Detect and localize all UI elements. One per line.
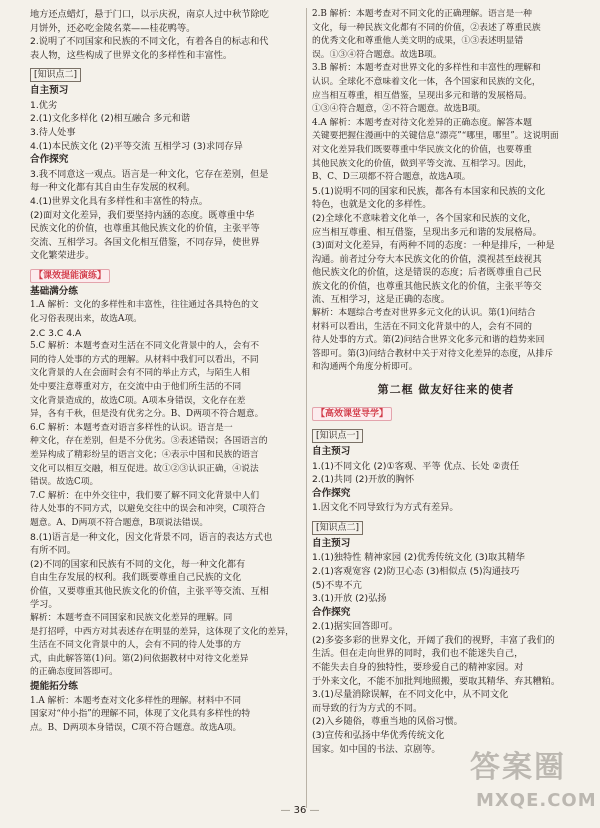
left-text-line: 3.我不同意这一观点。语言是一种文化，它存在差别，但是 [30,168,269,180]
left-explanation-line: 解析：本题考查不同国家和民族文化差异的理解。同 [30,613,233,624]
column-divider [306,8,307,808]
right-text-line: 2.(1)客观宽容 (2)防卫心态 (3)相似点 (5)沟通技巧 [312,565,520,577]
left-explanation-line: 是打招呼，中西方对其表述存在明显的差异，这体现了文化的差异， [30,626,294,637]
left-column [30,8,302,735]
left-text-line: 地方还点蜡灯，悬于门口，以示庆祝，南京人过中秋节除吃 [30,9,269,20]
right-text-line: (2)全球化不意味着文化单一，各个国家和民族的文化， [312,212,537,224]
left-text-line: 学习。 [30,599,58,611]
left-section-heading: 提能拓分练 [30,681,78,693]
left-text-line: (2)面对文化差异，我们要坚持内涵的态度。既尊重中华 [30,209,255,221]
right-explanation-line: 材料可以看出，生活在不同文化背景中的人，会有不同的 [312,321,532,332]
left-text-line: 2.C 3.C 4.A [30,327,82,339]
right-explanation-line: 误。①③④符合题意。故选B项。 [312,49,442,60]
left-explanation-line: 同的待人处事的方式的理解。从材料中我们可以看出，不同 [30,354,259,365]
left-text-line: 自由生存发展的权利。我们既要尊重自己民族的文化 [30,572,242,584]
right-explanation-line: 待人处事的方式。第(2)问结合世界文化多元和谐的趋势来回 [312,335,545,346]
left-explanation-line: 差异构成了精彩纷呈的语言文化；④表示中国和民族的语言 [30,449,259,460]
left-explanation-line: 点。B、D两项本身错误，C项不符合题意。故选A项。 [30,722,242,733]
watermark-bottom-text: MXQE.COM [476,790,597,811]
right-explanation-line: 应当相互尊重，相互借鉴，呈现出多元和谐的发展格局。 [312,90,532,101]
left-text-line: 2.说明了不同国家和民族的不同文化，有着各自的标志和代 [30,36,269,48]
left-explanation-line: 式，由此解答第(1)问。第(2)问依据教材中对待文化差异 [30,653,249,664]
right-section-heading: 合作探究 [312,606,351,618]
left-explanation-line: 国家对“仲小指”的理解不同，体现了文化具有多样性的特 [30,709,251,720]
left-text-line: 月饼外，还必吃金陵名菜——桂花鸭等。 [30,22,196,34]
left-explanation-line: 文化背景造成的，故选C项。A项本身错误，文化存在差 [30,395,246,406]
right-explanation-line: 答即可。第(3)问结合教材中关于对待文化差异的态度，从排斥 [312,348,554,359]
left-text-line: 3.待人处事 [30,127,76,139]
right-text-line: (3)面对文化差异，有两种不同的态度：一种是排斥，一种是 [312,240,555,252]
left-text-line: 8.(1)语言是一种文化，因文化背景不同，语言的表达方式也 [30,531,273,543]
right-explanation-line: 3.B 解析：本题考查对世界文化的多样性和丰富性的理解和 [312,63,541,74]
right-section-heading: 合作探究 [312,487,351,499]
right-text-line: 沟通。前者过分夸大本民族文化的价值，漠视甚至歧视其 [312,253,542,265]
left-explanation-line: 6.C 解析：本题考查对语言多样性的认识。语言是一 [30,422,233,433]
right-text-line: 他民族文化的价值，这是错误的态度；后者既尊重自己民 [312,267,542,279]
right-text-line: 不能失去自身的独特性，要珍爱自己的精神家园。对 [312,661,524,673]
left-explanation-line: 处中要注意尊重对方，在交流中由于他们所生活的不同 [30,381,242,392]
left-explanation-line: 生活在不同文化背景中的人，会有不同的待人处事的方 [30,640,242,651]
left-section-heading: 合作探究 [30,154,69,166]
right-explanation-line: 的优秀文化和尊重他人美文明的成果，①③表述明显错 [312,36,524,47]
right-text-line: 1.(1)不同文化 (2)①客观、平等 优点、长处 ②责任 [312,460,520,472]
right-text-line: 3.(1)开放 (2)弘扬 [312,593,387,605]
watermark-top-text: 答案圈 [470,750,566,785]
left-explanation-line: 化习俗表现出来，故选A项。 [30,314,142,324]
right-section-heading: 自主预习 [312,446,351,458]
left-explanation-line: 5.C 解析：本题考查对生活在不同文化背景中的人，会有不 [30,341,260,352]
left-explanation-line: 题意。A、D两项不符合题意，B项说法错误。 [30,517,209,528]
right-text-line: 1.因文化不同导致行为方式有差异。 [312,502,459,514]
right-section-banner: 【高效课堂导学】 [312,407,392,421]
right-text-line: 应当相互尊重、相互借鉴，呈现出多元和谐的发展格局。 [312,226,542,238]
right-text-line: 国家。如中国的书法、京剧等。 [312,743,441,755]
left-explanation-line: 1.A 解析：本题考查对文化多样性的理解。材料中不同 [30,695,242,706]
right-text-line: (2)入乡随俗，尊重当地的风俗习惯。 [312,716,463,728]
right-explanation-line: 认识。全球化不意味着文化一体，各个国家和民族的文化， [312,76,541,87]
right-explanation-line: 文化，每一种民族文化都有不同的价值，②表述了尊重民族 [312,22,541,33]
left-text-line: 2.(1)文化多样化 (2)相互融合 多元和谐 [30,113,191,125]
left-explanation-line: 的正确态度回答即可。 [30,667,118,678]
right-explanation-line: 和沟通两个角度分析即可。 [312,362,418,373]
right-text-line: 2.(1)共同 (2)开放的胸怀 [312,474,415,486]
left-text-line: 每一种文化都有其自由生存发展的权利。 [30,182,196,194]
right-explanation-line: B、C、D三项都不符合题意，故选A项。 [312,172,471,183]
right-explanation-line: 解析：本题综合考查对世界多元文化的认识。第(1)问结合 [312,308,536,319]
right-text-line: 于外来文化，不能不加批判地照搬，要取其精华、弃其糟粕。 [312,675,561,687]
left-explanation-line: 1.A 解析：文化的多样性和丰富性，往往通过各具特色的文 [30,300,259,311]
right-text-line: 5.(1)说明不同的国家和民族，都各有本国家和民族的文化 [312,185,546,197]
right-text-line: 族文化的价值，也尊重其他民族文化的价值，主张平等交 [312,280,542,292]
left-text-line: 1.优劣 [30,99,58,111]
left-explanation-line: 种文化，存在差别，但是不分优劣。③表述错误；各国语言的 [30,436,268,447]
left-explanation-line: 文化可以相互交融，相互促进。故①②③认识正确，④说法 [30,463,259,474]
left-text-line: (2)不同的国家和民族有不同的文化，每一种文化都有 [30,558,246,570]
page-number-text: 36 [293,805,307,816]
right-text-line: 特色，也就是文化的多样性。 [312,199,432,211]
left-section-heading: 自主预习 [30,85,69,97]
left-section-heading: 基础满分练 [30,285,78,297]
left-tag-row [30,263,302,285]
left-text-line: 有所不同。 [30,545,76,557]
left-explanation-line: 文化背景的人在会面时会有不同的举止方式，与陌生人相 [30,368,250,379]
left-text-line: 价值，又要尊重其他民族文化的价值，主张平等交流、互相 [30,585,269,597]
right-text-line: 流、互相学习，这是正确的态度。 [312,294,450,306]
left-text-line: 交流、互相学习。各国文化相互借鉴，不同存异，使世界 [30,236,260,248]
left-explanation-line: 7.C 解析：在中外交往中，我们要了解不同文化背景中人们 [30,490,260,501]
left-text-line: 4.(1)世界文化具有多样性和丰富性的特点。 [30,195,208,207]
left-explanation-line: 待人处事的不同方式，以避免交往中的误会和冲突，C项符合 [30,504,266,515]
left-knowledge-point-label: [知识点二] [30,68,81,82]
left-explanation-line: 异，各有千秋，但是没有优劣之分。B、D两项不符合题意。 [30,409,264,420]
right-tag-row [312,423,580,445]
right-knowledge-point-label: [知识点一] [312,429,363,443]
left-section-banner: 【课效提能演练】 [30,269,110,283]
right-explanation-line: 2.B 解析：本题考查对不同文化的正确理解。语言是一种 [312,9,532,19]
right-text-line: (2)多姿多彩的世界文化，开阔了我们的视野，丰富了我们的 [312,634,555,646]
right-column [312,8,580,756]
right-text-line: 1.(1)独特性 精神家园 (2)优秀传统文化 (3)取其精华 [312,552,525,564]
right-explanation-line: 4.A 解析：本题考查对待文化差异的正确态度。解答本题 [312,117,532,128]
right-text-line: (5)不卑不亢 [312,579,362,591]
left-tag-row [30,62,302,84]
right-tag-row [312,515,580,537]
right-text-line: 而导致的行为方式的不同。 [312,702,423,714]
watermark-logo [470,742,597,822]
page-number: — 36 — [280,805,320,816]
right-section-heading: 自主预习 [312,537,351,549]
right-tag-row [312,401,580,423]
left-text-line: 文化繁荣进步。 [30,250,95,262]
right-text-line: 3.(1)尽量消除误解，在不同文化中，从不同文化 [312,689,509,701]
right-text-line: 生活。但在走向世界的同时，我们也不能迷失自己， [312,648,524,660]
right-explanation-line: 对文化差异我们既要尊重中华民族文化的价值，也要尊重 [312,144,532,155]
left-text-line: 4.(1)本民族文化 (2)平等交流 互相学习 (3)求同存异 [30,140,243,152]
right-text-line: (3)宣传和弘扬中华优秀传统文化 [312,729,445,741]
right-knowledge-point-label: [知识点二] [312,521,363,535]
right-explanation-line: ①③④符合题意，②不符合题意。故选B项。 [312,104,486,115]
right-explanation-line: 关键要把握住漫画中的关键信息“漂亮”“哪里，哪里”。这说明面 [312,131,559,142]
right-lesson-title: 第二框 做友好往来的使者 [377,383,515,397]
right-text-line: 2.(1)据实回答即可。 [312,621,399,633]
right-explanation-line: 其他民族文化的价值，做到平等交流、互相学习。因此， [312,158,532,169]
left-explanation-line: 错误。故选C项。 [30,477,99,488]
left-text-line: 民族文化的价值，也尊重其他民族文化的价值，主张平等 [30,223,260,235]
left-text-line: 表人物，这些构成了世界文化的多样性和丰富性。 [30,49,233,61]
